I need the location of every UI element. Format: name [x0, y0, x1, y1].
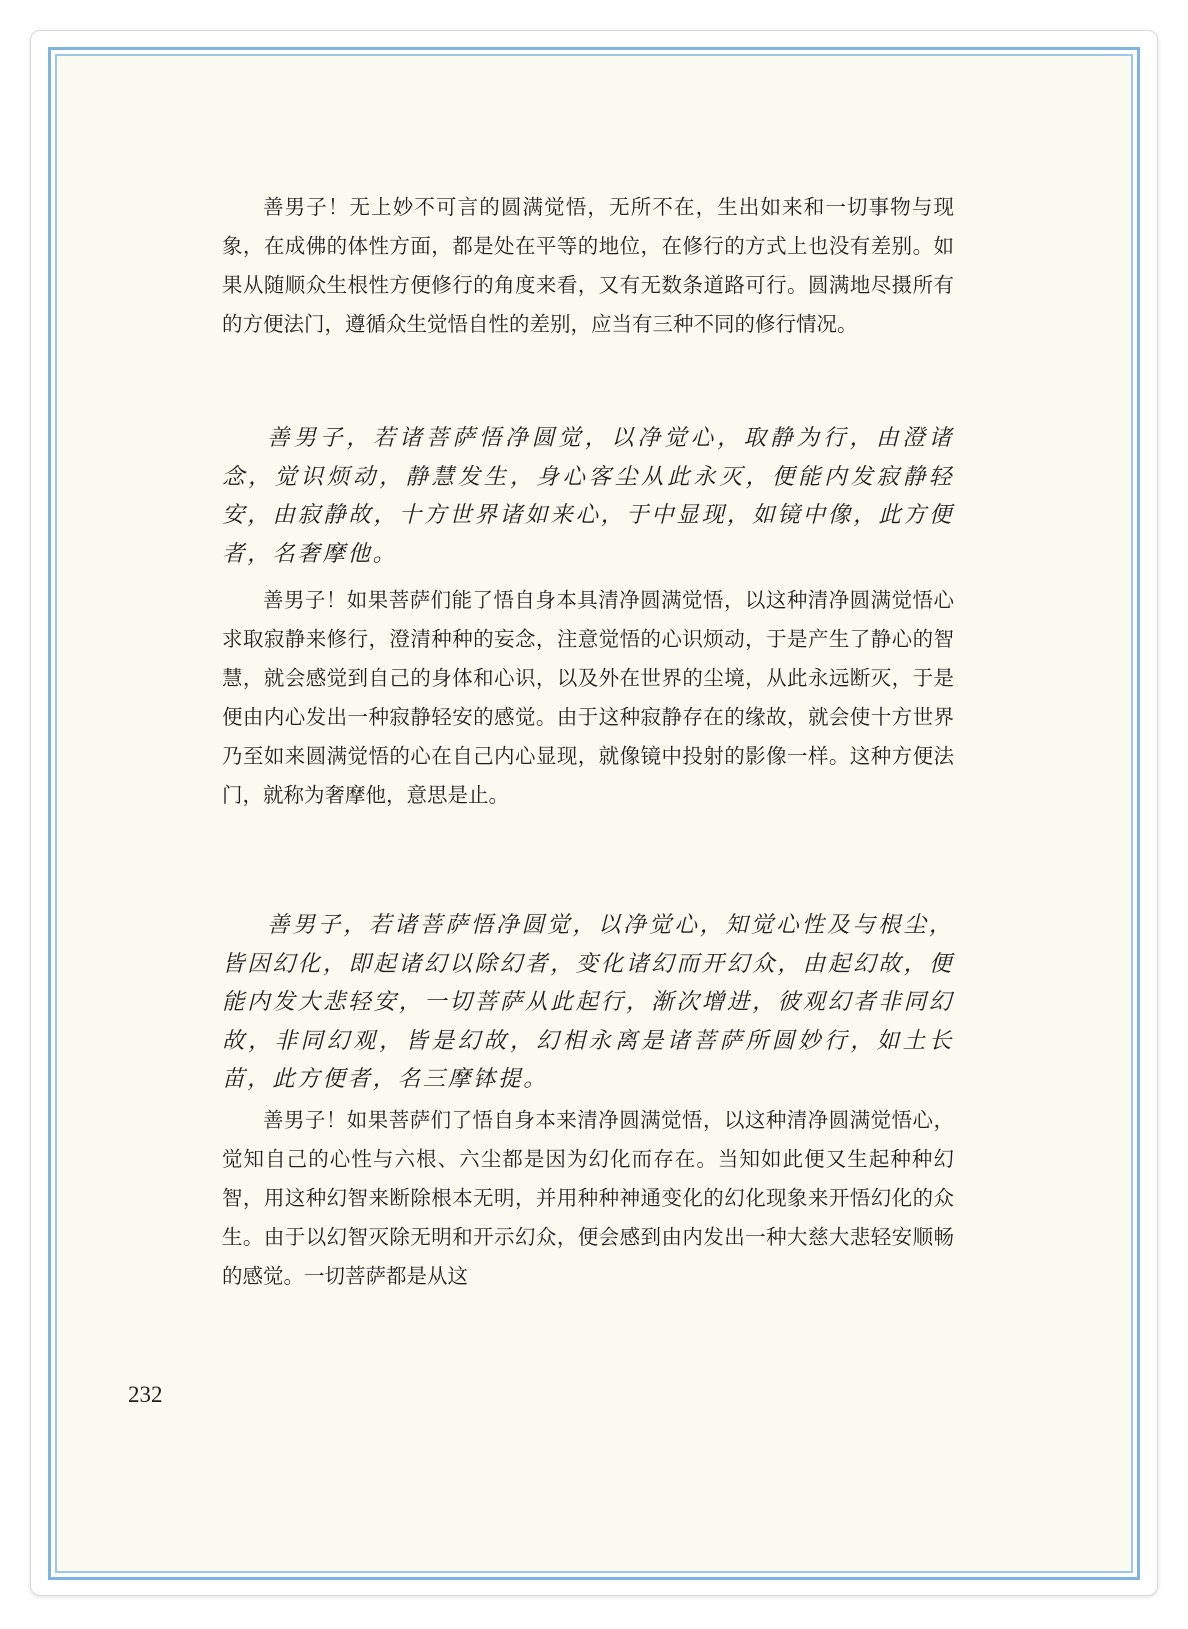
translation-paragraph-2: 善男子！如果菩萨们能了悟自身本具清净圆满觉悟，以这种清净圆满觉悟心求取寂静来修行，澄清种种的妄念，注意觉悟的心识烦动，于是产生了静心的智慧，就会感觉到自己的身体和心识，以及外在世界的尘境，从此永远断灭，于是便由内心发出一种寂静轻安的感觉。由于这种寂静存在的缘故，就会使十方世界乃至如来圆满觉悟的心在自己内心显现，就像镜中投射的影像一样。这种方便法门，就称为奢摩他，意思是止。 [222, 588, 954, 807]
sutra-paragraph-2: 善男子，若诸菩萨悟净圆觉，以净觉心，知觉心性及与根尘，皆因幻化，即起诸幻以除幻者，变化诸幻而开幻众，由起幻故，便能内发大悲轻安，一切菩萨从此起行，渐次增进，彼观幻者非同幻故，非同幻观，皆是幻故，幻相永离是诸菩萨所圆妙行，如土长苗，此方便者，名三摩钵提。 [222, 912, 954, 1092]
translation-paragraph-1: 善男子！无上妙不可言的圆满觉悟，无所不在，生出如来和一切事物与现象，在成佛的体性方面，都是处在平等的地位，在修行的方式上也没有差别。如果从随顺众生根性方便修行的角度来看，又有无数条道路可行。圆满地尽摄所有的方便法门，遵循众生觉悟自性的差别，应当有三种不同的修行情况。 [222, 195, 954, 336]
translation-paragraph-3: 善男子！如果菩萨们了悟自身本来清净圆满觉悟，以这种清净圆满觉悟心，觉知自己的心性与六根、六尘都是因为幻化而存在。当知如此便又生起种种幻智，用这种幻智来断除根本无明，并用种种神通变化的幻化现象来开悟幻化的众生。由于以幻智灭除无明和开示幻众，便会感到由内发出一种大慈大悲轻安顺畅的感觉。一切菩萨都是从这 [222, 1108, 954, 1288]
page-number: 232 [128, 1382, 163, 1407]
sutra-paragraph-1: 善男子，若诸菩萨悟净圆觉，以净觉心，取静为行，由澄诸念，觉识烦动，静慧发生，身心客尘从此永灭，便能内发寂静轻安，由寂静故，十方世界诸如来心，于中显现，如镜中像，此方便者，名奢摩他。 [222, 425, 954, 567]
